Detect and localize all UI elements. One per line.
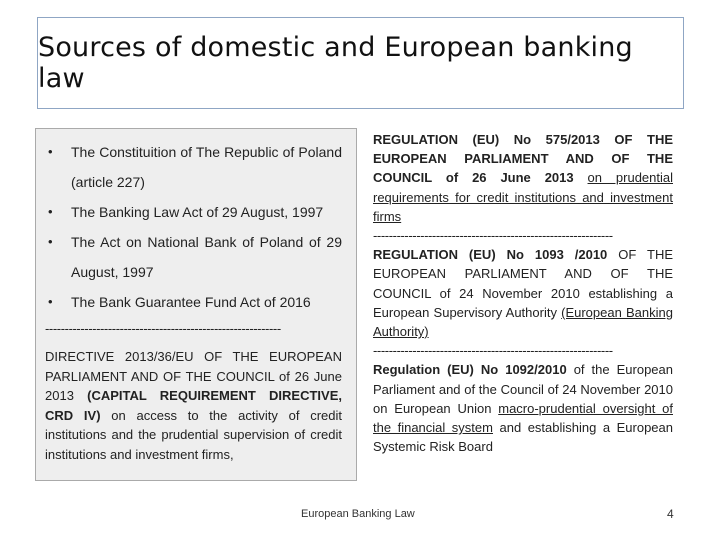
directive-description: on access to the activity of credit institutions and the prudential supervision of credit institutions and investment firms, [45, 407, 342, 462]
regulation-description: of the European Parliament and of the Council of 24 November 2010 on European Union [373, 362, 673, 416]
separator: ------------------------------------------------------------ [45, 321, 281, 336]
regulation-575-2013 [373, 130, 673, 226]
footer-text: European Banking Law [301, 508, 415, 520]
regulation-subject: on prudential requirements for credit institutions and investment firms [373, 170, 673, 224]
regulation-title: REGULATION (EU) No 1093 /2010 [373, 247, 608, 263]
regulation-title: Regulation (EU) No 1092/2010 [373, 362, 567, 378]
directive-text [45, 347, 342, 465]
separator: ------------------------------------------------------------- [373, 228, 613, 244]
regulation-subject: (European Banking Authority) [373, 304, 673, 340]
regulation-1093-2010 [373, 245, 673, 341]
directive-short-name: (CAPITAL REQUIREMENT DIRECTIVE, CRD IV) [45, 388, 342, 423]
domestic-law-box [35, 128, 357, 481]
regulation-1092-2010 [373, 360, 673, 456]
regulation-subject: macro-prudential oversight of the financial system [373, 400, 673, 436]
regulation-description: OF THE EUROPEAN PARLIAMENT AND OF THE COUNCIL of 24 November 2010 establishing a European Supervisory Authority [373, 247, 673, 320]
list-item: • The Banking Law Act of 29 August, 1997 [36, 197, 356, 227]
regulation-description-end: and establishing a European Systemic Risk Board [373, 420, 674, 455]
separator: ------------------------------------------------------------- [373, 343, 613, 359]
regulation-title: REGULATION (EU) No 575/2013 OF THE EUROPEAN PARLIAMENT AND OF THE COUNCIL of 26 June 2013 [373, 132, 673, 186]
slide-title: Sources of domestic and European banking law [38, 32, 633, 94]
european-law-column [373, 130, 673, 456]
title-box [37, 17, 684, 109]
page-number: 4 [667, 507, 674, 521]
domestic-law-list [36, 137, 356, 317]
directive-intro: DIRECTIVE 2013/36/EU OF THE EUROPEAN PARLIAMENT AND OF THE COUNCIL of 26 June 2013 [45, 349, 342, 404]
list-item: • The Constituition of The Republic of Poland (article 227) [36, 137, 356, 197]
list-item: • The Bank Guarantee Fund Act of 2016 [36, 287, 356, 317]
directive-area [45, 319, 342, 465]
list-item: • The Act on National Bank of Poland of 29 August, 1997 [36, 227, 356, 287]
